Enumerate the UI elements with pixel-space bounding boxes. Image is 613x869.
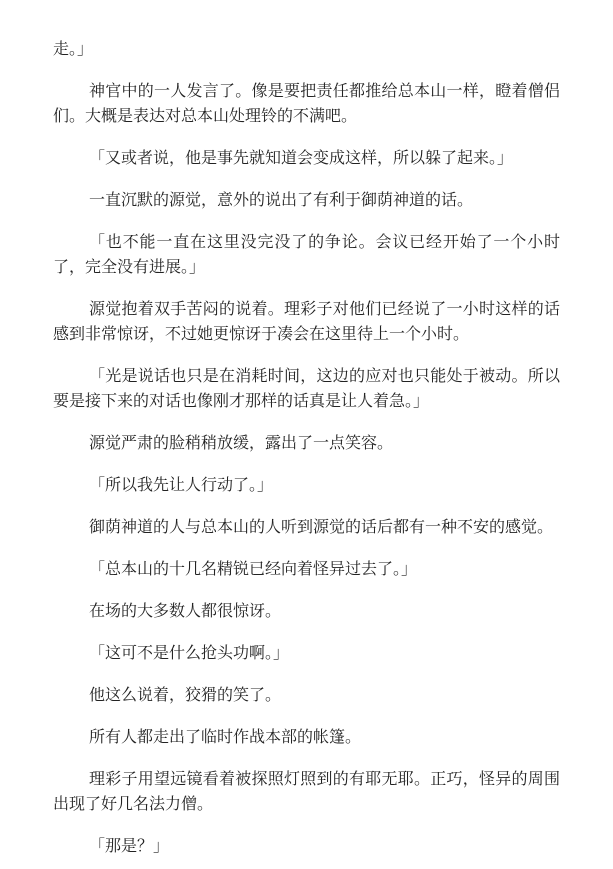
paragraph-dialogue: 「那是？」: [89, 836, 170, 855]
paragraph: 源觉严肃的脸稍稍放缓，露出了一点笑容。: [89, 433, 394, 452]
paragraph-dialogue: 「又或者说，他是事先就知道会变成这样，所以躲了起来。」: [89, 148, 514, 167]
paragraph: 一直沉默的源觉，意外的说出了有利于御荫神道的话。: [89, 190, 474, 209]
paragraph: 在场的大多数人都很惊讶。: [89, 601, 282, 620]
paragraph-dialogue: 「所以我先让人行动了。」: [89, 475, 274, 494]
paragraph: 神官中的一人发言了。像是要把责任都推给总本山一样，瞪着僧侣们。大概是表达对总本山处理铃的不满吧。: [53, 81, 560, 125]
paragraph-dialogue: 「这可不是什么抢头功啊。」: [89, 643, 290, 662]
paragraph: 御荫神道的人与总本山的人听到源觉的话后都有一种不安的感觉。: [89, 517, 554, 536]
paragraph-dialogue: 「也不能一直在这里没完没了的争论。会议已经开始了一个小时了，完全没有进展。」: [53, 232, 560, 276]
paragraph-dialogue: 「总本山的十几名精锐已经向着怪异过去了。」: [89, 559, 418, 578]
paragraph-dialogue: 「光是说话也只是在消耗时间，这边的应对也只能处于被动。所以要是接下来的对话也像刚才那样的话真是让人着急。」: [53, 366, 560, 410]
paragraph: 他这么说着，狡猾的笑了。: [89, 685, 282, 704]
paragraph: 理彩子用望远镜看着被探照灯照到的有耶无耶。正巧，怪异的周围出现了好几名法力僧。: [53, 769, 560, 813]
paragraph-continuation: 走。」: [53, 39, 94, 58]
paragraph: 源觉抱着双手苦闷的说着。理彩子对他们已经说了一小时这样的话感到非常惊讶，不过她更惊讶于凑会在这里待上一个小时。: [53, 299, 560, 343]
paragraph: 所有人都走出了临时作战本部的帐篷。: [89, 727, 362, 746]
